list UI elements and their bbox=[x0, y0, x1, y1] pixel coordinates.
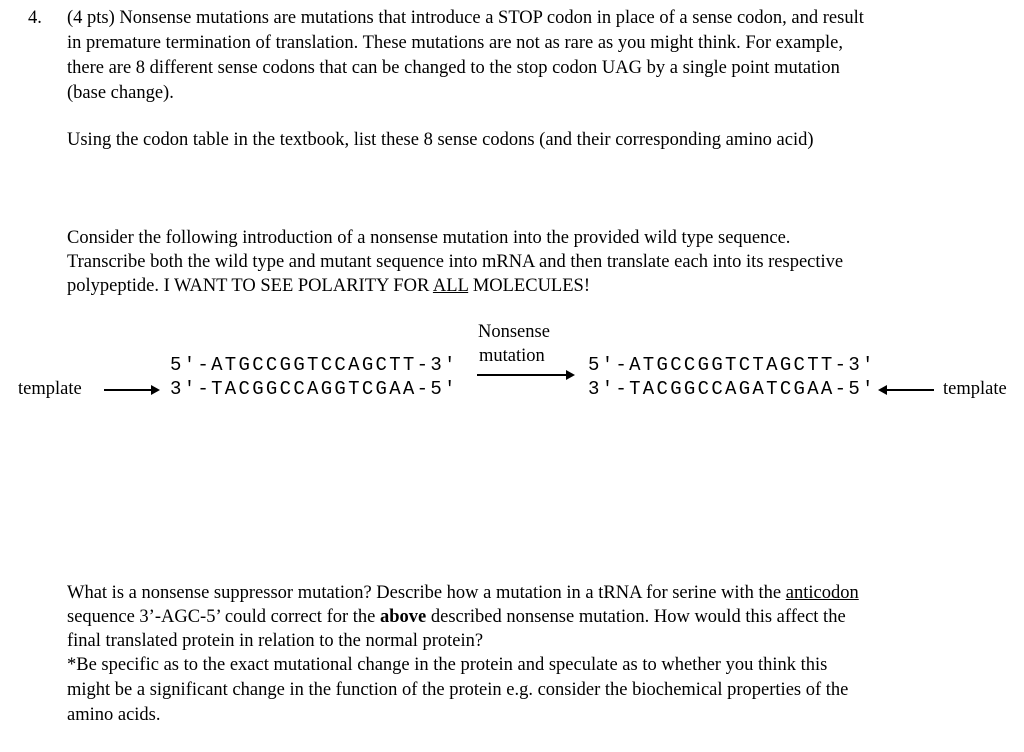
mutant-template-strand: 3′-TACGGCCAGATCGAA-5′ bbox=[588, 378, 876, 400]
intro-line-2: in premature termination of translation. These mutations are not as rare as you might think. For example, bbox=[67, 33, 843, 53]
part-c-line-1 bbox=[67, 581, 859, 605]
part-b-line-3 bbox=[67, 274, 590, 298]
arrow-label-mutation: mutation bbox=[479, 346, 545, 366]
arrow-left-icon bbox=[880, 389, 934, 391]
part-b-text-end: MOLECULES! bbox=[468, 276, 590, 296]
emphasis-all: ALL bbox=[432, 276, 469, 296]
mutation-arrow-icon bbox=[477, 374, 573, 376]
part-a-text: Using the codon table in the textbook, list these 8 sense codons (and their corresponding amino acid) bbox=[67, 130, 814, 150]
part-c-text: described nonsense mutation. How would this affect the bbox=[426, 607, 846, 627]
intro-line-4: (base change). bbox=[67, 83, 174, 103]
part-c-line-6: amino acids. bbox=[67, 705, 161, 725]
emphasis-above: above bbox=[380, 607, 427, 627]
wild-type-coding-strand: 5′-ATGCCGGTCCAGCTT-3′ bbox=[170, 354, 458, 376]
arrow-right-icon bbox=[104, 389, 158, 391]
template-label-right: template bbox=[943, 379, 1007, 399]
intro-line-1: (4 pts) Nonsense mutations are mutations that introduce a STOP codon in place of a sense codon, and result bbox=[67, 8, 864, 28]
part-c-line-2 bbox=[67, 605, 846, 629]
question-number: 4. bbox=[28, 8, 42, 28]
part-c-text: What is a nonsense suppressor mutation? Describe how a mutation in a tRNA for serine with the bbox=[67, 583, 786, 603]
part-c-text: sequence 3’-AGC-5’ could correct for the bbox=[67, 607, 380, 627]
emphasis-anticodon: anticodon bbox=[785, 583, 859, 603]
part-c-line-4: *Be specific as to the exact mutational change in the protein and speculate as to whether you think this bbox=[67, 655, 828, 675]
intro-line-3: there are 8 different sense codons that can be changed to the stop codon UAG by a single point mutation bbox=[67, 58, 840, 78]
part-b-line-2: Transcribe both the wild type and mutant sequence into mRNA and then translate each into its respective bbox=[67, 252, 844, 272]
mutant-coding-strand: 5′-ATGCCGGTCTAGCTT-3′ bbox=[588, 354, 876, 376]
template-label-left: template bbox=[18, 379, 82, 399]
part-c-line-5: might be a significant change in the function of the protein e.g. consider the biochemical properties of the bbox=[67, 680, 849, 700]
arrow-label-nonsense: Nonsense bbox=[478, 322, 550, 342]
part-b-line-1: Consider the following introduction of a nonsense mutation into the provided wild type sequence. bbox=[67, 228, 791, 248]
wild-type-template-strand: 3′-TACGGCCAGGTCGAA-5′ bbox=[170, 378, 458, 400]
part-c-line-3: final translated protein in relation to the normal protein? bbox=[67, 631, 484, 651]
part-b-text: polypeptide. I WANT TO SEE POLARITY FOR bbox=[67, 276, 433, 296]
